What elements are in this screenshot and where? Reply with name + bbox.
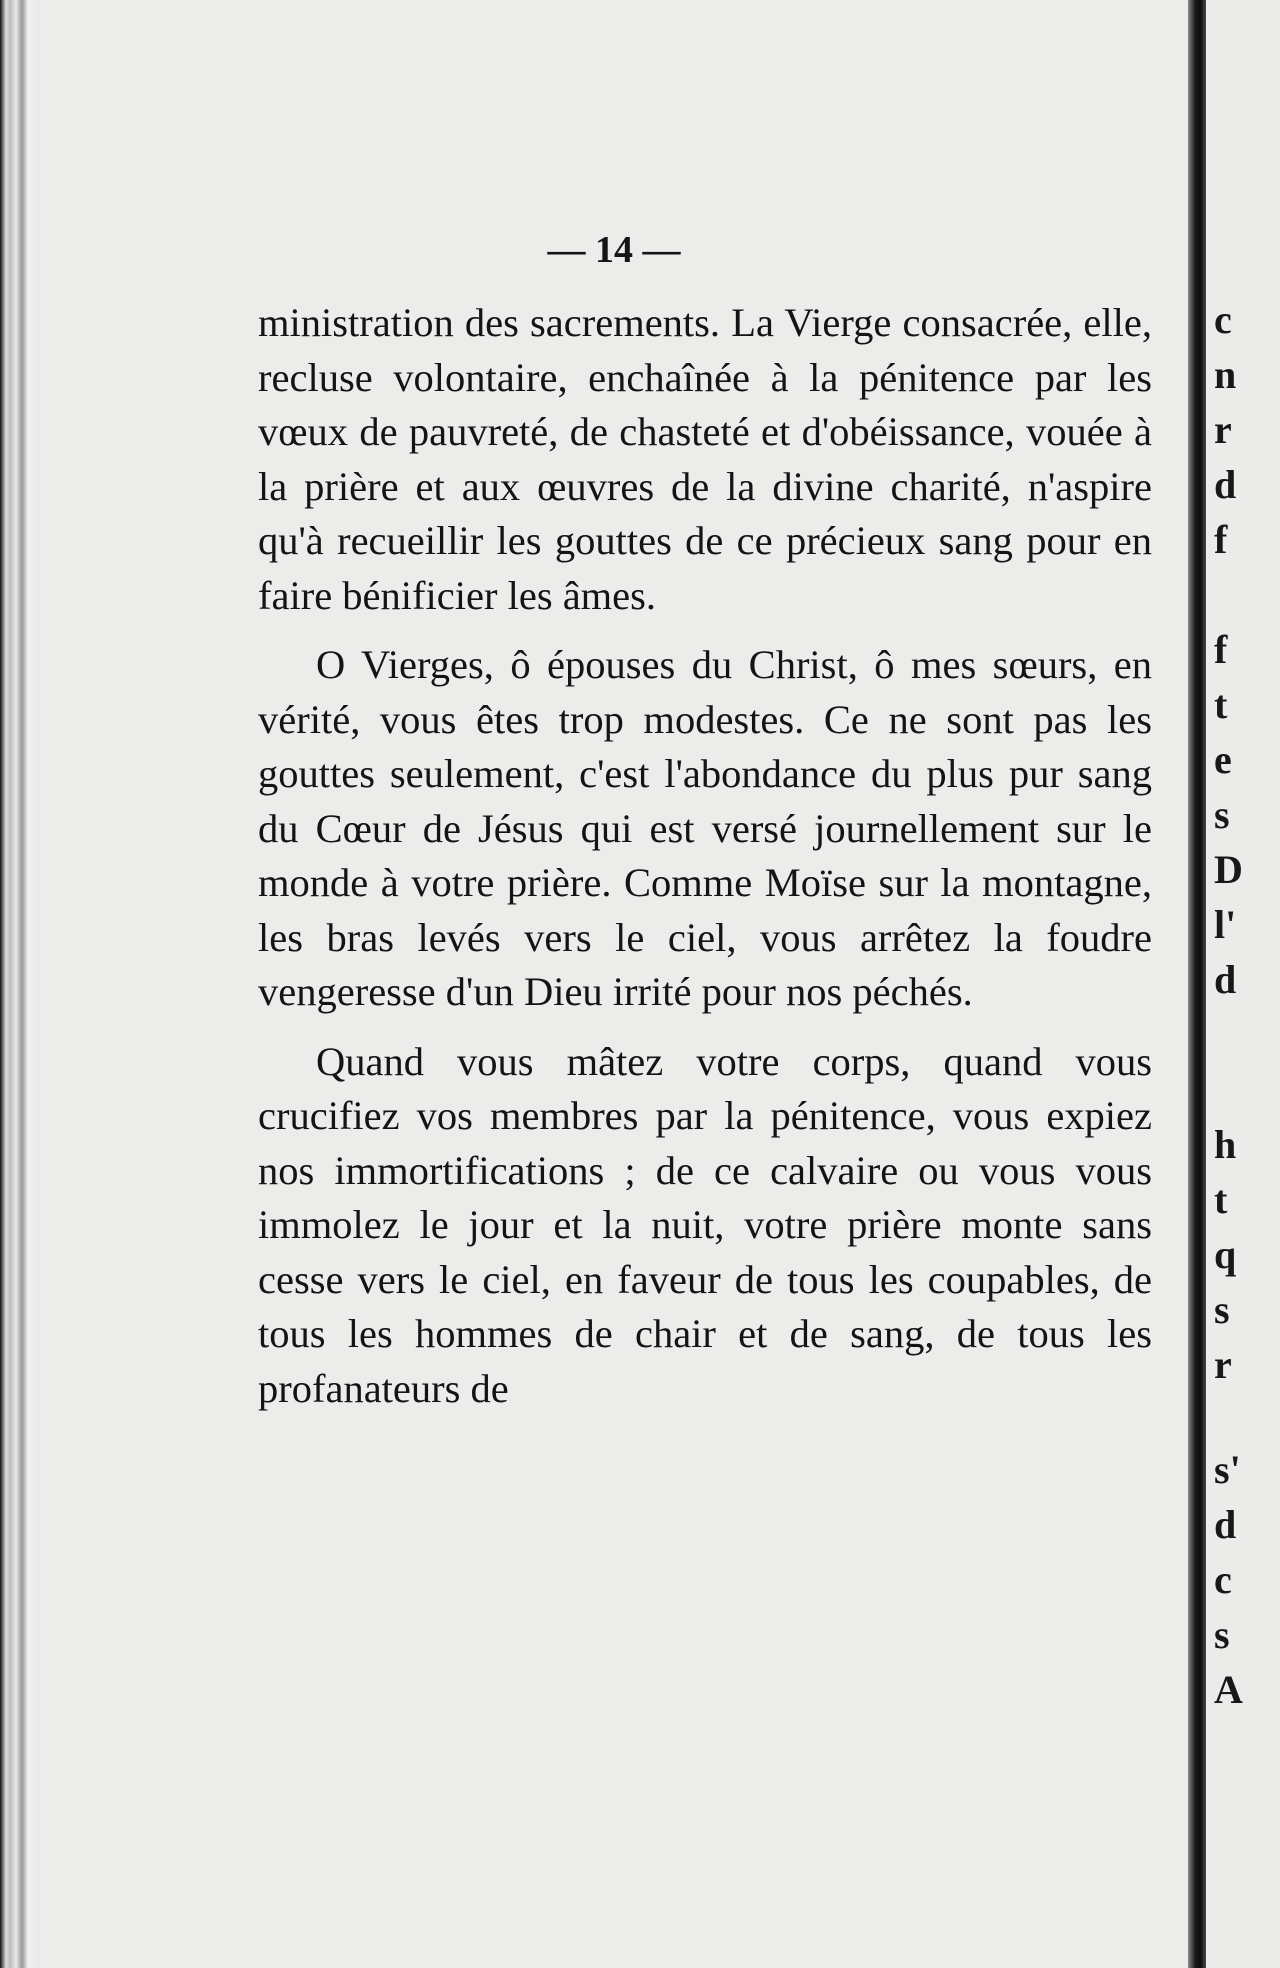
- facing-fragment: s: [1214, 1287, 1230, 1332]
- gutter-shadow: [1188, 0, 1206, 1968]
- facing-fragment: h: [1214, 1122, 1237, 1167]
- facing-fragment: A: [1214, 1667, 1243, 1712]
- facing-fragment: d: [1214, 462, 1237, 507]
- facing-fragment: c: [1214, 1557, 1232, 1602]
- book-page: [40, 0, 1188, 1968]
- facing-fragment: r: [1214, 407, 1232, 452]
- paragraph: O Vierges, ô épouses du Christ, ô mes sœurs, en vérité, vous êtes trop modestes. Ce ne sont pas les gouttes seulement, c'est l'abondance du plus pur sang du Cœur de Jésus qui est versé journellement sur le monde à votre prière. Comme Moïse sur la montagne, les bras levés vers le ciel, vous arrêtez la foudre vengeresse d'un Dieu irrité pour nos péchés.: [258, 642, 1152, 1014]
- facing-fragment: D: [1214, 847, 1243, 892]
- facing-fragment: l': [1214, 902, 1237, 947]
- facing-fragment: s: [1214, 792, 1230, 837]
- facing-fragment: t: [1214, 1177, 1228, 1222]
- page-body-text: [258, 296, 1152, 1431]
- paragraph: ministration des sacrements. La Vierge consacrée, elle, recluse volontaire, enchaînée à la pénitence par les vœux de pauvreté, de chasteté et d'obéissance, vouée à la prière et aux œuvres de la divine charité, n'aspire qu'à recueillir les gouttes de ce précieux sang pour en faire bénificier les âmes.: [258, 300, 1152, 618]
- facing-fragment: s': [1214, 1447, 1241, 1492]
- page-number: — 14 —: [547, 229, 681, 271]
- paragraph: Quand vous mâtez votre corps, quand vous crucifiez vos membres par la pénitence, vous expiez nos immortifications ; de ce calvaire ou vous vous immolez le jour et la nuit, votre prière monte sans cesse vers le ciel, en faveur de tous les coupables, de tous les hommes de chair et de sang, de tous les profanateurs de: [258, 1038, 1152, 1411]
- facing-fragment: d: [1214, 957, 1237, 1002]
- facing-fragment: q: [1214, 1232, 1237, 1277]
- facing-fragment: t: [1214, 682, 1228, 727]
- facing-fragment: c: [1214, 297, 1232, 342]
- facing-fragment: n: [1214, 352, 1237, 397]
- binding-edge: [0, 0, 40, 1968]
- facing-fragment: r: [1214, 1342, 1232, 1387]
- facing-page-edge: [1206, 0, 1280, 1968]
- facing-fragment: f: [1214, 627, 1228, 672]
- facing-fragment: f: [1214, 517, 1228, 562]
- facing-fragment: d: [1214, 1502, 1237, 1547]
- facing-fragment: s: [1214, 1612, 1230, 1657]
- facing-fragment: e: [1214, 737, 1232, 782]
